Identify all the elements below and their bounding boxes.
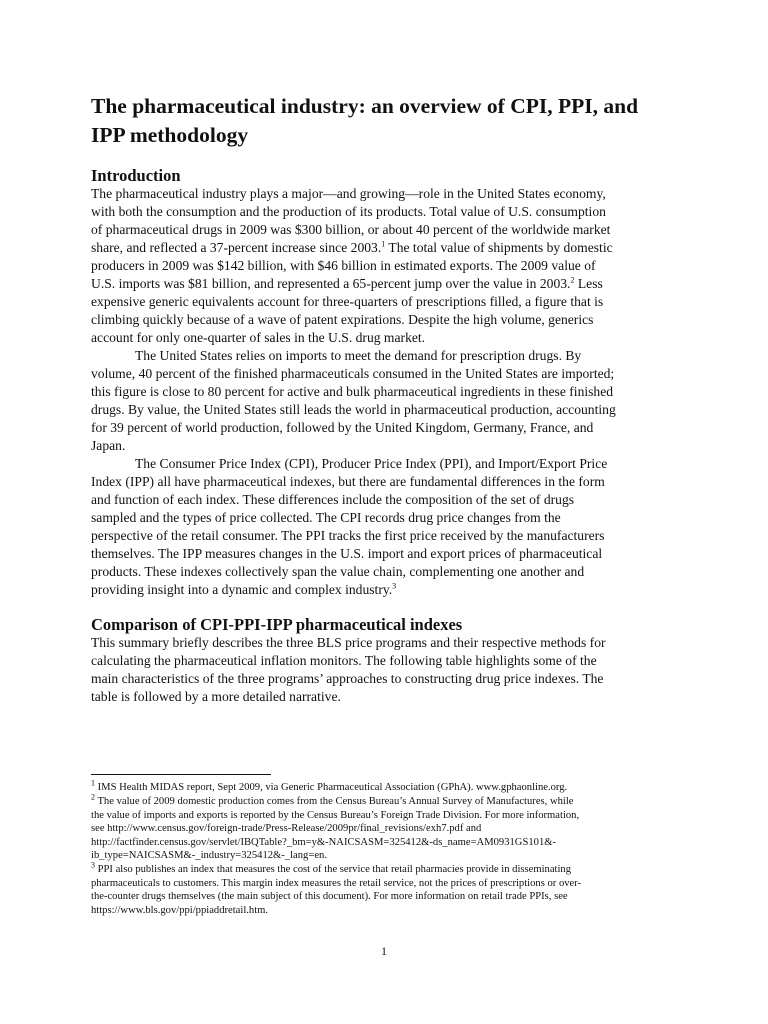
text-line: providing insight into a dynamic and complex industry.$^3$ [91,581,397,597]
introduction-paragraph-2 [91,347,691,455]
text-line: table is followed by a more detailed narrative. [91,689,341,704]
page-number: 1 [381,944,387,958]
text-line: The United States relies on imports to meet the demand for prescription drugs. By [135,348,582,363]
text-line: sampled and the types of price collected. The CPI records drug price changes from the [91,510,561,525]
footnote-ref: 1 [91,778,95,788]
text-line: The pharmaceutical industry plays a major—and growing—role in the United States economy, [91,186,606,201]
document-title [91,92,711,150]
text-line: expensive generic equivalents account for three-quarters of prescriptions filled, a figure that is [91,294,604,309]
text-line: share, and reflected a 37-percent increase since 2003.$^1$ The total value of shipments by domestic [91,239,613,255]
text-line: products. These indexes collectively span the value chain, complementing one another and [91,564,585,579]
footnote-ref: 2 [570,275,575,285]
footnote-ref: 3 [91,860,95,870]
text-line: Index (IPP) all have pharmaceutical indexes, but there are fundamental differences in the form [91,474,605,489]
text-line: perspective of the retail consumer. The PPI tracks the first price received by the manufacturers [91,528,605,543]
text-line: the value of imports and exports is reported by the Census Bureau’s Foreign Trade Division. For more information, [91,809,580,821]
introduction-paragraph-3 [91,455,691,599]
text-line: https://www.bls.gov/ppi/ppiaddretail.htm. [91,904,269,916]
footnote-ref: 2 [91,792,95,802]
text-line: volume, 40 percent of the finished pharmaceuticals consumed in the United States are imported; [91,366,615,381]
text-line: for 39 percent of world production, followed by the United Kingdom, Germany, France, and [91,420,594,435]
text-line: $^1$ IMS Health MIDAS report, Sept 2009, via Generic Pharmaceutical Association (GPhA). www.gphaonline.org. [91,778,568,793]
text-line: with both the consumption and the production of its products. Total value of U.S. consumption [91,204,606,219]
text-line: pharmaceuticals to customers. This margin index measures the retail service, not the prices of prescriptions or over- [91,877,582,889]
text-line: drugs. By value, the United States still leads the world in pharmaceutical production, accounting [91,402,616,417]
text-line: U.S. imports was $81 billion, and represented a 65-percent jump over the value in 2003.$^2$ Less [91,275,603,291]
text-line: themselves. The IPP measures changes in the U.S. import and export prices of pharmaceutical [91,546,603,561]
text-line: ib_type=NAICSASM&-_industry=325412&-_lang=en. [91,850,327,862]
text-line: http://factfinder.census.gov/servlet/IBQTable?_bm=y&-NAICSASM=325412&-ds_name=AM0931GS101&- [91,836,557,848]
text-line: main characteristics of the three programs’ approaches to constructing drug price indexes. The [91,671,604,686]
footnote-divider [91,774,271,775]
text-line: see http://www.census.gov/foreign-trade/Press-Release/2009pr/final_revisions/exh7.pdf and [91,823,482,835]
text-line: and function of each index. These differences include the composition of the set of drugs [91,492,575,507]
title-line: The pharmaceutical industry: an overview of CPI, PPI, and [91,94,639,118]
text-line: The Consumer Price Index (CPI), Producer Price Index (PPI), and Import/Export Price [135,456,608,471]
text-line: calculating the pharmaceutical inflation monitors. The following table highlights some of the [91,653,597,668]
comparison-paragraph [91,634,691,706]
introduction-paragraph-1 [91,185,691,347]
text-line: Japan. [91,438,126,453]
footnote-2 [91,792,691,863]
footnote-ref: 3 [392,581,397,591]
text-line: this figure is close to 80 percent for active and bulk pharmaceutical ingredients in these finished [91,384,614,399]
title-line: IPP methodology [91,123,249,147]
text-line: This summary briefly describes the three BLS price programs and their respective methods for [91,635,606,650]
text-line: of pharmaceutical drugs in 2009 was $300 billion, or about 40 percent of the worldwide market [91,222,611,237]
text-line: the-counter drugs themselves (the main subject of this document). For more information on retail trade PPIs, see [91,891,568,903]
footnote-1 [91,778,691,795]
introduction-heading: Introduction [91,166,181,185]
text-line: producers in 2009 was $142 billion, with $46 billion in estimated exports. The 2009 value of [91,258,596,273]
comparison-heading: Comparison of CPI-PPI-IPP pharmaceutical indexes [91,615,463,634]
footnote-ref: 1 [381,239,386,249]
footnote-3 [91,860,691,917]
text-line: $^2$ The value of 2009 domestic production comes from the Census Bureau’s Annual Survey of Manufactures, while [91,792,574,807]
text-line: $^3$ PPI also publishes an index that measures the cost of the service that retail pharmacies provide in disseminating [91,860,572,875]
text-line: account for only one-quarter of sales in the U.S. drug market. [91,330,426,345]
text-line: climbing quickly because of a wave of patent expirations. Despite the high volume, generics [91,312,594,327]
